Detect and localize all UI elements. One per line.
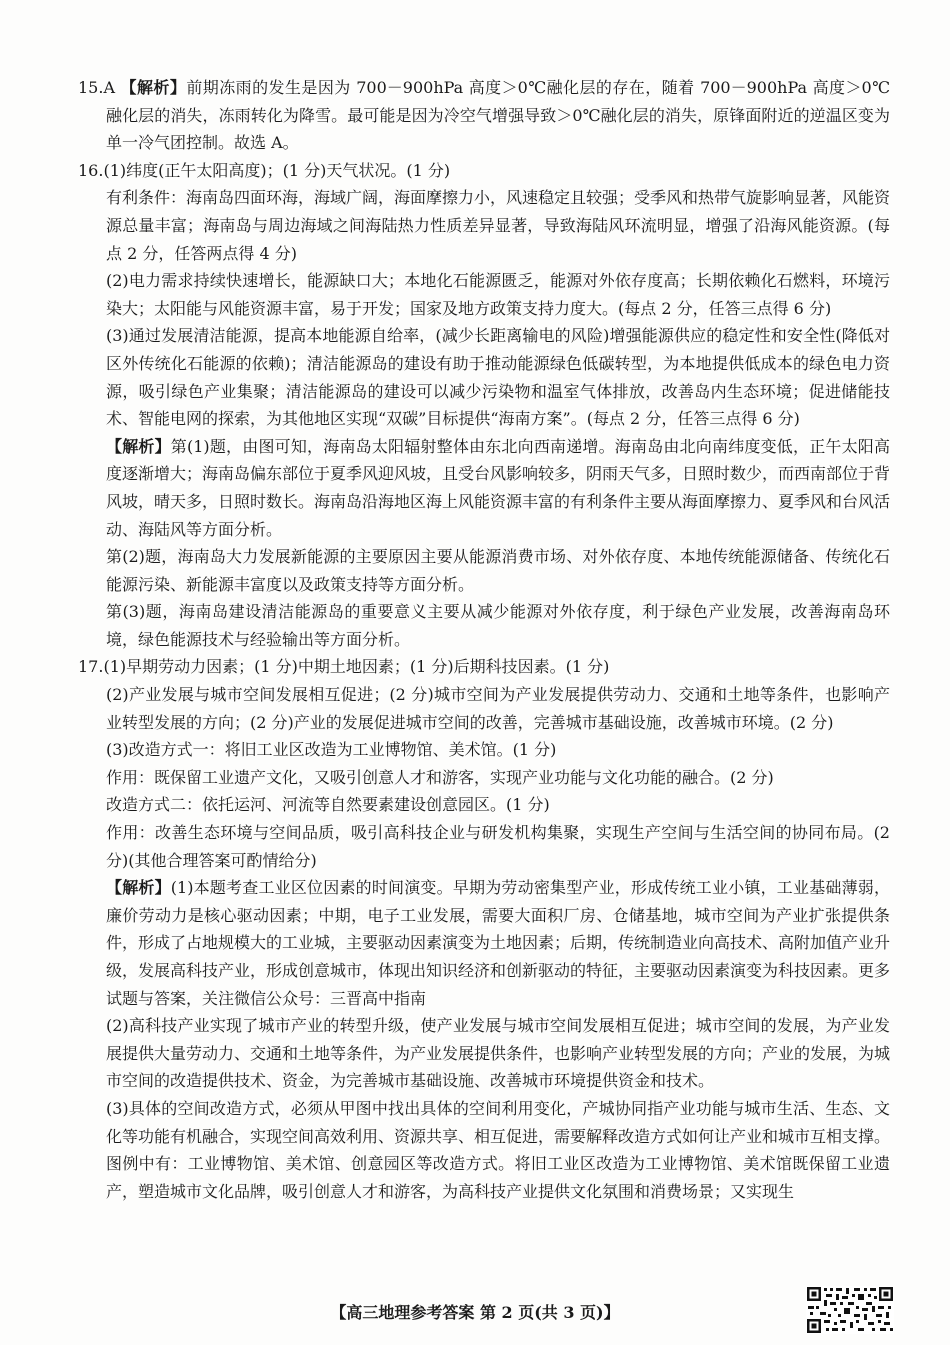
question-17-part-1 xyxy=(78,653,890,681)
answer-paragraph: 作用：改善生态环境与空间品质，吸引高科技企业与研发机构集聚，实现生产空间与生活空间的协同布局。(2 分)(其他合理答案可酌情给分) xyxy=(106,823,890,870)
analysis-tag: 【解析】 xyxy=(106,878,171,898)
analysis-tag: 【解析】 xyxy=(106,436,171,456)
analysis-text: 第(1)题，由图可知，海南岛太阳辐射整体由东北向西南递增。海南岛由北向南纬度变低，正午太阳高度逐渐增大；海南岛偏东部位于夏季风迎风坡，且受台风影响较多，阴雨天气多，日照时数少，而西南部位于背风坡，晴天多，日照时数长。海南岛沿海地区海上风能资源丰富的有利条件主要从海面摩擦力、夏季风和台风活动、海陆风等方面分析。 xyxy=(106,436,891,539)
answer-text: (1)早期劳动力因素；(1 分)中期土地因素；(1 分)后期科技因素。(1 分) xyxy=(103,657,610,677)
answer-paragraph: 有利条件：海南岛四面环海，海域广阔，海面摩擦力小，风速稳定且较强；受季风和热带气旋影响显著，风能资源总量丰富；海南岛与周边海域之间海陆热力性质差异显著，导致海陆风环流明显，增强了沿海风能资源。(每点 2 分，任答两点得 4 分) xyxy=(106,188,891,263)
question-number: 16. xyxy=(78,160,104,180)
analysis-text: (1)本题考查工业区位因素的时间演变。早期为劳动密集型产业，形成传统工业小镇，工业基础薄弱，廉价劳动力是核心驱动因素；中期，电子工业发展，需要大面积厂房、仓储基地，城市空间为产业扩张提供条件，形成了占地规模大的工业城，主要驱动因素演变为土地因素；后期，传统制造业向高技术、高附加值产业升级，发展高科技产业，形成创意城市，体现出知识经济和创新驱动的特征，主要驱动因素演变为科技因素。更多试题与答案，关注微信公众号：三晋高中指南 xyxy=(106,878,891,1008)
footer-title: 【高三地理参考答案 xyxy=(330,1303,475,1322)
answer-paragraph: (2)产业发展与城市空间发展相互促进；(2 分)城市空间为产业发展提供劳动力、交通和土地等条件，也影响产业转型发展的方向；(2 分)产业的发展促进城市空间的改善，完善城市基础设施，改善城市环境。(2 分) xyxy=(106,685,890,732)
question-16-part-1 xyxy=(78,157,890,185)
analysis-paragraph: (3)具体的空间改造方式，必须从甲图中找出具体的空间利用变化，产城协同指产业功能与城市生活、生态、文化等功能有机融合，实现空间高效利用、资源共享、相互促进，需要解释改造方式如何让产业和城市互相支撑。图例中有：工业博物馆、美术馆、创意园区等改造方式。将旧工业区改造为工业博物馆、美术馆既保留工业遗产，塑造城市文化品牌，吸引创意人才和游客，为高科技产业提供文化氛围和消费场景；又实现生 xyxy=(106,1098,891,1201)
question-number: 15. xyxy=(78,78,104,97)
analysis-paragraph: 第(3)题，海南岛建设清洁能源岛的重要意义主要从减少能源对外依存度，利于绿色产业发展，改善海南岛环境，绿色能源技术与经验输出等方面分析。 xyxy=(106,602,890,649)
answer-text: (1)纬度(正午太阳高度)；(1 分)天气状况。(1 分) xyxy=(103,160,451,180)
question-number: 17. xyxy=(78,657,104,677)
question-15 xyxy=(78,74,890,157)
analysis-paragraph xyxy=(82,433,890,543)
analysis-tag: 【解析】 xyxy=(120,78,187,97)
answer-paragraph: (2)电力需求持续快速增长，能源缺口大；本地化石能源匮乏，能源对外依存度高；长期依赖化石燃料，环境污染大；太阳能与风能资源丰富，易于开发；国家及地方政策支持力度大。(每点 2 分，任答三点得 6 分) xyxy=(106,271,890,318)
analysis-paragraph: (2)高科技产业实现了城市产业的转型升级，使产业发展与城市空间发展相互促进；城市空间的发展，为产业发展提供大量劳动力、交通和土地等条件，为产业发展提供条件，也影响产业转型发展的方向；产业的发展，为城市空间的改造提供技术、资金，为完善城市基础设施、改善城市环境提供资金和技术。 xyxy=(106,1016,891,1091)
qr-code-icon xyxy=(806,1286,894,1334)
answer-choice: A xyxy=(103,78,116,97)
page-content xyxy=(78,74,891,1205)
answer-paragraph: (3)通过发展清洁能源，提高本地能源自给率，(减少长距离输电的风险)增强能源供应的稳定性和安全性(降低对区外传统化石能源的依赖)；清洁能源岛的建设有助于推动能源绿色低碳转型，为本地提供低成本的绿色电力资源，吸引绿色产业集聚；清洁能源岛的建设可以减少污染物和温室气体排放，改善岛内生态环境；促进储能技术、智能电网的探索，为其他地区实现“双碳”目标提供“海南方案”。(每点 2 分，任答三点得 6 分) xyxy=(106,326,890,429)
analysis-paragraph: 第(2)题，海南岛大力发展新能源的主要原因主要从能源消费市场、对外依存度、本地传统能源储备、传统化石能源污染、新能源丰富度以及政策支持等方面分析。 xyxy=(106,547,890,594)
footer-page-number: 第 2 页(共 3 页)】 xyxy=(479,1303,620,1322)
analysis-paragraph xyxy=(82,874,890,1012)
answer-paragraph: (3)改造方式一：将旧工业区改造为工业博物馆、美术馆。(1 分) xyxy=(106,740,557,760)
analysis-text: 前期冻雨的发生是因为 700－900hPa 高度＞0℃融化层的存在，随着 700－900hPa 高度＞0℃融化层的消失，冻雨转化为降雪。最可能是因为冷空气增强导致＞0℃融化层的消失，原锋面附近的逆温区变为单一冷气团控制。故选 A。 xyxy=(106,78,890,153)
answer-paragraph: 改造方式二：依托运河、河流等自然要素建设创意园区。(1 分) xyxy=(106,795,550,815)
answer-paragraph: 作用：既保留工业遗产文化，又吸引创意人才和游客，实现产业功能与文化功能的融合。(2 分) xyxy=(106,767,774,787)
